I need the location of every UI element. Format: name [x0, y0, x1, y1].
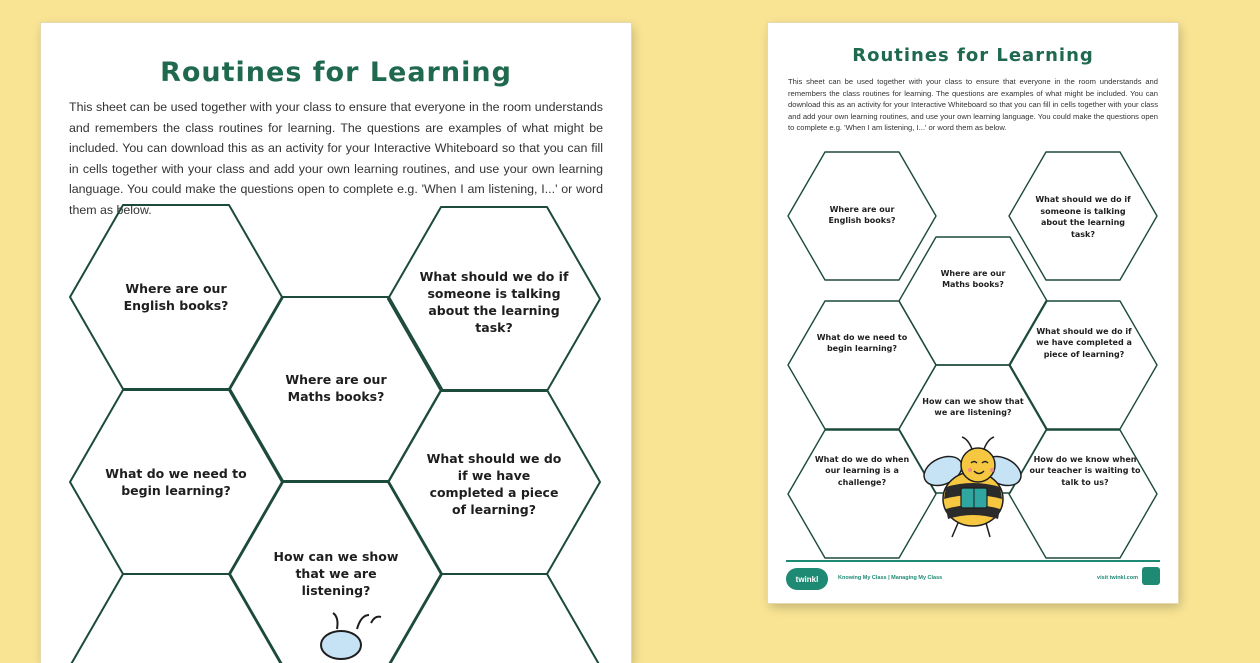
- hex-label-show-listening: How can we show that we are listening?: [922, 396, 1024, 417]
- hex-label-maths-books: Where are our Maths books?: [940, 268, 1006, 289]
- hex-label-learning-challenge: What do we do when our learning is a challenge?: [814, 454, 910, 487]
- footer-badge-icon: [1142, 567, 1160, 585]
- bee-mascot: [768, 23, 1178, 603]
- bee-mascot-partial: [41, 23, 631, 663]
- worksheet-preview-large: [41, 23, 631, 663]
- hex-label-talking-about-task: What should we do if someone is talking about the learning task?: [1035, 195, 1131, 239]
- hex-label-show-listening: How can we show that we are listening?: [273, 548, 399, 598]
- hex-label-english-books: Where are our English books?: [828, 204, 896, 225]
- worksheet-preview-small: [768, 23, 1178, 603]
- worksheet-title: Routines for Learning: [852, 45, 1094, 66]
- worksheet-intro: This sheet can be used together with your class to ensure that everyone in the room understands and remembers the class routines for learning. The questions are examples of what might be included. You can download this as an activity for your Interactive Whiteboard so that you can fill in cells together with your class and add your own learning routines, and use your own learning language. You could make the questions open to complete e.g. 'When I am listening, I...' or word them as below.: [69, 100, 603, 217]
- hex-label-talking-about-task: What should we do if someone is talking about the learning task?: [419, 269, 569, 335]
- footer-breadcrumb: Knowing My Class | Managing My Class: [838, 575, 943, 581]
- hex-label-begin-learning: What do we need to begin learning?: [816, 332, 908, 353]
- worksheet-title: Routines for Learning: [160, 57, 512, 88]
- hex-label-maths-books: Where are our Maths books?: [285, 372, 387, 404]
- hex-label-begin-learning: What do we need to begin learning?: [105, 466, 247, 498]
- hex-label-completed-learning: What should we do if we have completed a piece of learning?: [426, 451, 562, 517]
- worksheet-intro: This sheet can be used together with your class to ensure that everyone in the room understands and remembers the class routines for learning. The questions are examples of what might be included. You can download this as an activity for your Interactive Whiteboard so that you can fill in cells together with your class and add your own learning routines, and use your own learning language. You could make the questions open to complete e.g. 'When I am listening, I...' or word them as below.: [788, 77, 1158, 133]
- footer-divider: [786, 560, 1160, 562]
- hex-label-completed-learning: What should we do if we have completed a piece of learning?: [1036, 326, 1132, 359]
- twinkl-logo: twinkl: [786, 568, 828, 590]
- footer-url: visit twinkl.com: [1097, 575, 1138, 581]
- hex-label-teacher-waiting: How do we know when our teacher is waiting to talk to us?: [1029, 454, 1141, 487]
- hex-label-english-books: Where are our English books?: [123, 281, 229, 313]
